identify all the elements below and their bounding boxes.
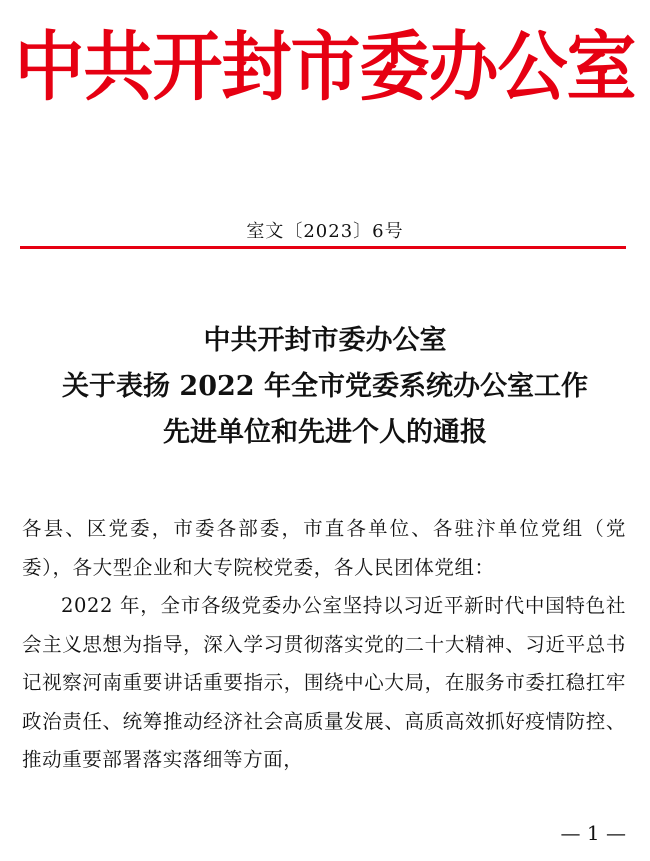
body-paragraph-1: 2022 年，全市各级党委办公室坚持以习近平新时代中国特色社会主义思想为指导，深入学习贯彻落实党的二十大精神、习近平总书记视察河南重要讲话重要指示，围绕中心大局，在服务市委扛稳扛牢政治责任、统筹推动经济社会高质量发展、高质高效抓好疫情防控、推动重要部署落实落细等方面，	[22, 594, 626, 771]
red-divider-line	[20, 246, 626, 249]
addressees-paragraph: 各县、区党委，市委各部委，市直各单位、各驻汴单位党组（党委），各大型企业和大专院校党委，各人民团体党组：	[22, 517, 626, 579]
title-line-2: 关于表扬 2022 年全市党委系统办公室工作	[62, 371, 588, 402]
document-body	[22, 510, 626, 780]
document-number: 室文〔2023〕6号	[246, 221, 404, 242]
page-number: — 1 —	[560, 821, 626, 845]
document-title	[0, 318, 650, 456]
title-line-3: 先进单位和先进个人的通报	[163, 417, 487, 448]
masthead-title: 中共开封市委办公室	[14, 22, 636, 112]
title-line-1: 中共开封市委办公室	[203, 325, 447, 356]
